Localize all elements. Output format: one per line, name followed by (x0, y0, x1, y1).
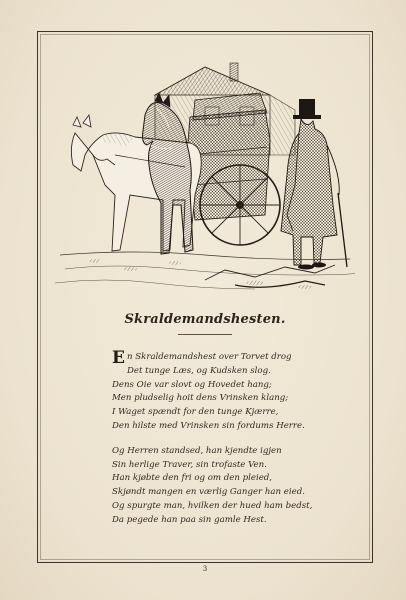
poem-line: Og Herren standsed, han kjendte igjen (112, 445, 282, 456)
poem-line: Men pludselig hoit dens Vrinsken klang; (112, 393, 289, 404)
poem-line: Da pegede han paa sin gamle Hest. (112, 514, 267, 525)
poem-title: Skraldemandshesten. (124, 312, 286, 327)
poem-line: Det tunge Læs, og Kudsken slog. (126, 365, 271, 376)
poem-line: Sin herlige Traver, sin trofaste Ven. (112, 459, 267, 470)
poem-stanza-1 (112, 348, 352, 434)
poem-stanza-2 (112, 445, 352, 528)
poem-line: En Skraldemandshest over Torvet drog (112, 348, 292, 368)
title-underline (178, 334, 232, 335)
poem-line: Den hilste med Vrinsken sin fordums Herre. (112, 420, 305, 431)
poem-line: Skjøndt mangen en værlig Ganger han eied. (112, 487, 305, 498)
poem-line: I Waget spændt for den tunge Kjærre, (112, 407, 279, 418)
drop-cap: E (112, 348, 125, 368)
page-number: 3 (202, 565, 208, 573)
poem-line: Og spurgte man, hvilken der hued ham bedst, (112, 500, 313, 511)
poem-line: Han kjøbte den fri og om den pleied, (112, 473, 273, 484)
poem-body (112, 348, 352, 539)
poem-line: Dens Oie var slovt og Hovedet hang; (112, 379, 272, 390)
engraving-illustration (55, 55, 355, 305)
cobblestone-ground (55, 252, 355, 289)
